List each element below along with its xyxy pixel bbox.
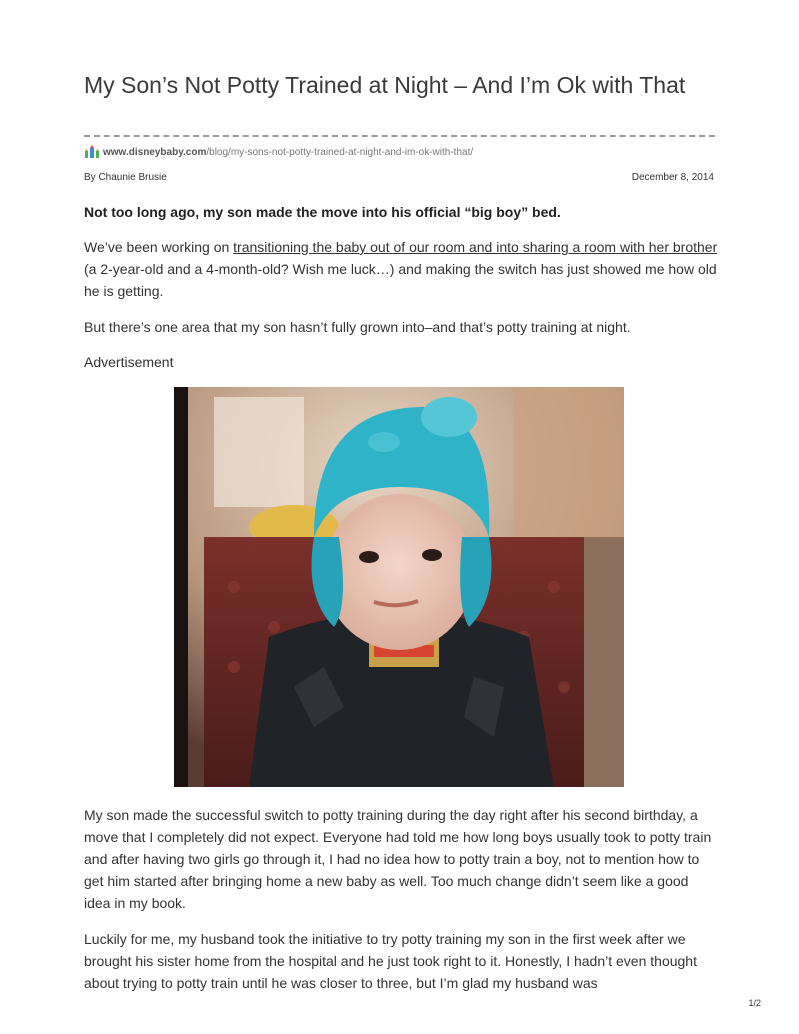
paragraph-1-start: We’ve been working on [84,239,234,255]
paragraph-3: My son made the successful switch to potty training during the day right after his second birthday, a move that I completely did not expect. Everyone had told me how long boys usually took to potty train and after having two girls go through it, I had no idea how to potty train a boy, not to mention how to get him started after bringing home a new baby as well. Too much change didn’t seem like a good idea in my book. [84,807,712,911]
paragraph-4: Luckily for me, my husband took the initiative to try potty training my son in the first week after we brought his sister home from the hospital and he just took right to it. Honestly, I hadn’t even thought about trying to potty train until he was closer to three, but I’m glad my husband was [84,931,697,991]
boy-in-blue-hat-photo [174,387,624,787]
paragraph-1 [84,236,718,302]
lead-paragraph: Not too long ago, my son made the move into his official “big boy” bed. [84,204,561,220]
source-path: /blog/my-sons-not-potty-trained-at-night-and-im-ok-with-that/ [206,146,474,158]
room-transition-link[interactable]: transitioning the baby out of our room and into sharing a room with her brother [233,239,718,255]
publish-date: December 8, 2014 [631,172,714,183]
dashed-divider [84,135,715,137]
source-domain: www.disneybaby.com [103,146,207,158]
paragraph-1-end: (a 2-year-old and a 4-month-old? Wish me luck…) and making the switch has just showed me how old he is getting. [84,261,717,299]
author-byline: By Chaunie Brusie [84,172,167,183]
favicon-castle-icon [84,145,100,159]
paragraph-2: But there’s one area that my son hasn’t fully grown into–and that’s potty training at night. [84,319,631,335]
page-number: 1/2 [748,998,761,1008]
advertisement-label: Advertisement [84,354,174,370]
source-url-row [84,144,473,160]
article-title: My Son’s Not Potty Trained at Night – And I’m Ok with That [84,72,686,98]
